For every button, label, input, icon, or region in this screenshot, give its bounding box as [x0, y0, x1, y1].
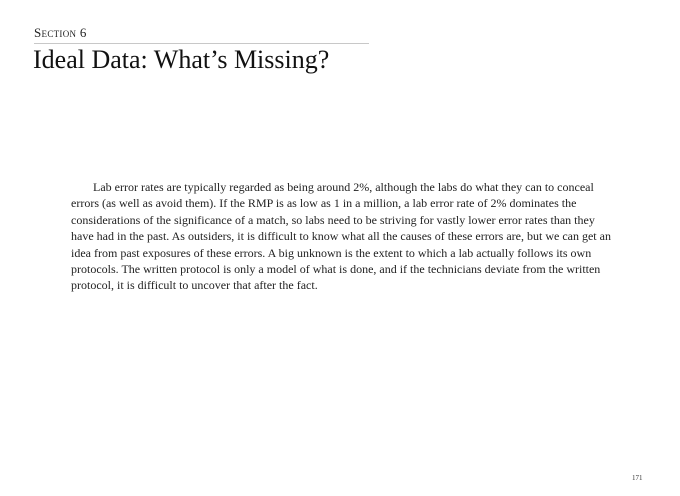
page-title: Ideal Data: What’s Missing?	[33, 45, 330, 74]
section-label-text: Section 6	[34, 25, 87, 40]
section-label	[34, 25, 87, 41]
body-text	[71, 179, 611, 294]
body-paragraph: Lab error rates are typically regarded as being around 2%, although the labs do what they can to conceal errors (as well as avoid them). If the RMP is as low as 1 in a million, a lab error rate of 2% dominates the considerations of the significance of a match, so labs need to be striving for vastly lower error rates than they have had in the past. As outsiders, it is difficult to know what all the causes of these errors are, but we can get an idea from past exposures of these errors. A big unknown is the extent to which a lab actually follows its own protocols. The written protocol is only a model of what is done, and if the technicians deviate from the written protocol, it is difficult to uncover that after the fact.	[71, 180, 611, 293]
page-number: 171	[632, 474, 643, 482]
